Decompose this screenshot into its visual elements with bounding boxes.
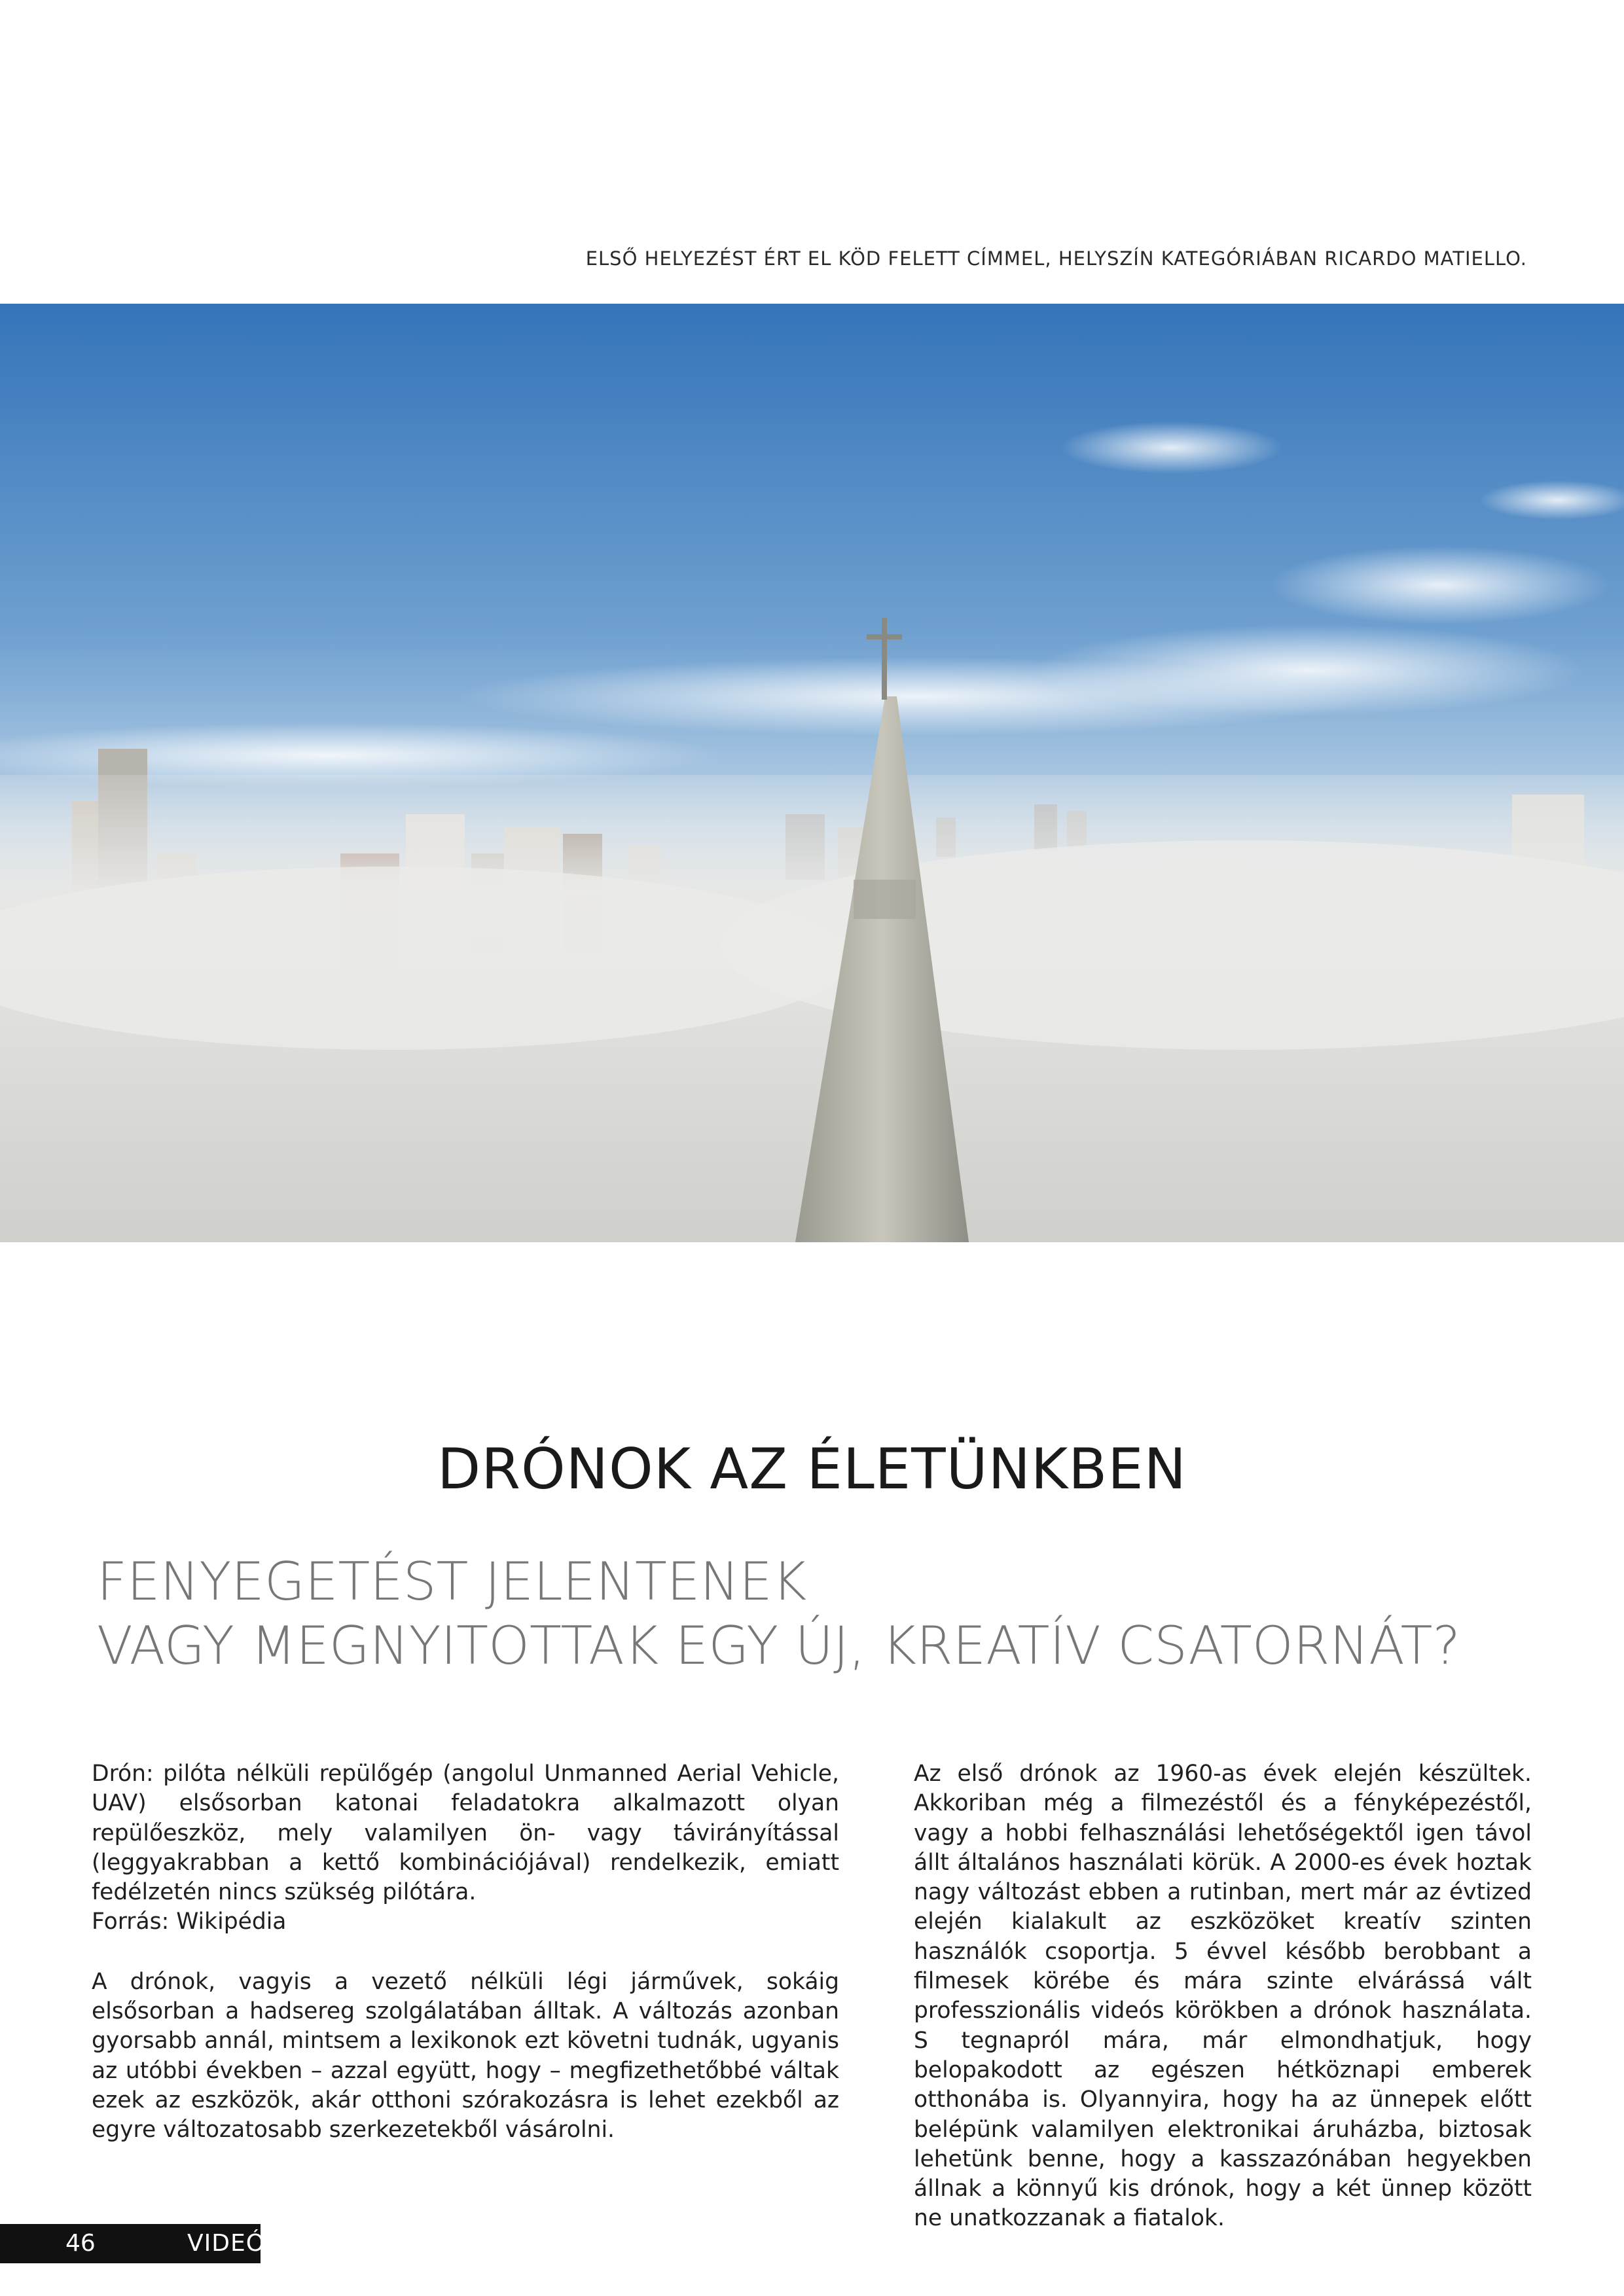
left-column [92,1759,839,2145]
article-subtitle [97,1550,1550,1678]
photo-caption: ELSŐ HELYEZÉST ÉRT EL KÖD FELETT CÍMMEL, HELYSZÍN KATEGÓRIÁBAN RICARDO MATIELLO. [585,247,1527,270]
section-label: VIDEÓ [187,2230,266,2257]
body-paragraph-right: Az első drónok az 1960-as évek elején készültek. Akkoriban még a filmezéstől és a fényképezéstől, vagy a hobbi felhasználási lehetőségektől igen távol állt általános használati körük. A 2000-es évek hoztak nagy változást ebben a rutinban, mert már az évtized elején kialakult az eszközöket kreatív szinten használók csoportja. 5 évvel később berobbant a filmesek körébe és mára szinte elvárássá vált professzionális videós körökben a drónok használata. S tegnapról mára, már elmondhatjuk, hogy belopakodott az egészen hétköznapi emberek otthonába is. Olyannyira, hogy ha az ünnepek előtt belépünk valamilyen elektronikai áruházba, biztosak lehetünk benne, hogy a kasszazónában hegyekben állnak a könnyű kis drónok, hogy a két ünnep között ne unatkozzanak a fiatalok. [914,1761,1532,2232]
article-title: DRÓNOK AZ ÉLETÜNKBEN [437,1437,1187,1502]
hero-photo [0,304,1624,1242]
subtitle-line-2: VAGY MEGNYITOTTAK EGY ÚJ, KREATÍV CSATORNÁT? [97,1615,1461,1676]
fog-spire-illustration [0,304,1624,1242]
page-number: 46 [65,2230,96,2257]
subtitle-line-1: FENYEGETÉST JELENTENEK [97,1551,807,1612]
definition-paragraph: Drón: pilóta nélküli repülőgép (angolul Unmanned Aerial Vehicle, UAV) elsősorban katonai feladatokra alkalmazott olyan repülőeszköz, mely valamilyen ön- vagy távirányítással (leggyakrabban a kettő kombinációjával) rendelkezik, emiatt fedélzetén nincs szükség pilótára. [92,1761,839,1906]
right-column [914,1759,1532,2234]
body-paragraph-left: A drónok, vagyis a vezető nélküli légi járművek, sokáig elsősorban a hadsereg szolgálatában álltak. A változás azonban gyorsabb annál, mintsem a lexikonok ezt követni tudnák, ugyanis az utóbbi években – azzal együtt, hogy – megfizethetőbbé váltak ezek az eszközök, akár otthoni szórakozásra is lehet ezekből az egyre változatosabb szerkezetekből vásárolni. [92,1968,839,2144]
source-line: Forrás: Wikipédia [92,1909,287,1935]
